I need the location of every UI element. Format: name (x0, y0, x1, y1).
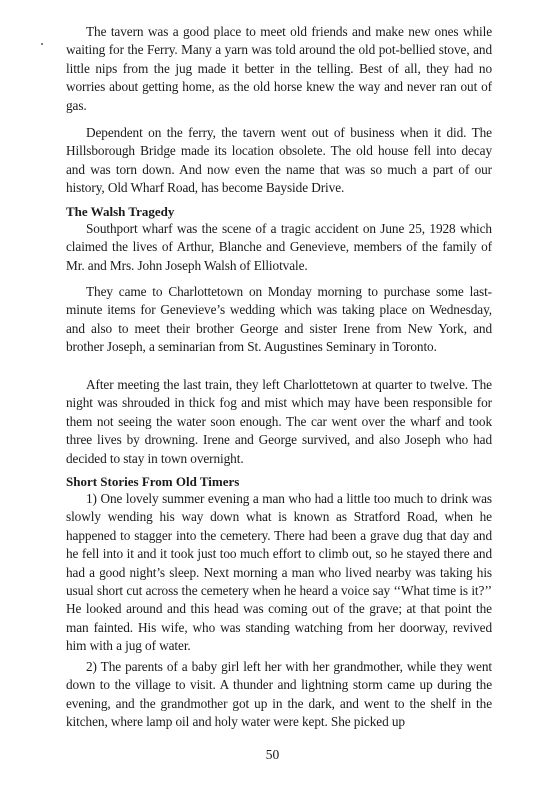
paragraph-charlottetown-visit: They came to Charlottetown on Monday morning to purchase some last-minute items for Genevieve’s wedding which was taking place on Wednesday, and also to meet their brother George and sister Irene from New York, and brother Joseph, a seminarian from St. Augustines Seminary in Toronto. (66, 284, 492, 355)
paragraph-tavern: The tavern was a good place to meet old friends and make new ones while waiting for the Ferry. Many a yarn was told around the old pot-bellied stove, and little nips from the jug made it better in the telling. Best of all, they had no worries about getting home, as the old horse knew the way and never ran out of gas. (66, 24, 492, 113)
paragraph-story-one: 1) One lovely summer evening a man who had a little too much to drink was slowly wending his way down what is known as Stratford Road, when he happened to stagger into the cemetery. There had been a grave dug that day and he fell into it and it took just too much effort to climb out, so he stayed there and had a good night’s sleep. Next morning a man who lived nearby was taking his usual short cut across the cemetery when he heard a voice say ‘‘What time is it?’’ He looked around and this head was coming out of the grave; at that point the man fainted. His wife, who was standing watching from her doorway, revived him with a jug of water. (66, 491, 492, 654)
page-number: 50 (265, 747, 280, 762)
heading-walsh-tragedy: The Walsh Tragedy (66, 204, 175, 219)
paragraph-story-two: 2) The parents of a baby girl left her with her grandmother, while they went down to the village to visit. A thunder and lightning storm came up during the evening, and the grandmother got up in the dark, and went to the shelf in the kitchen, where lamp oil and holy water were kept. She picked up (66, 659, 492, 730)
paragraph-southport-wharf: Southport wharf was the scene of a tragic accident on June 25, 1928 which claimed the lives of Arthur, Blanche and Genevieve, members of the family of Mr. and Mrs. John Joseph Walsh of Elliotvale. (66, 221, 492, 273)
paragraph-ferry: Dependent on the ferry, the tavern went out of business when it did. The Hillsborough Bridge made its location obsolete. The old house fell into decay and was torn down. And now even the name that was so much a part of our history, Old Wharf Road, has become Bayside Drive. (66, 125, 492, 196)
paragraph-last-train: After meeting the last train, they left Charlottetown at quarter to twelve. The night was shrouded in thick fog and mist which may have been responsible for them not seeing the water soon enough. The car went over the wharf and took three lives by drowning. Irene and George survived, and also Joseph who had decided to stay in town overnight. (66, 377, 492, 466)
heading-short-stories: Short Stories From Old Timers (66, 474, 240, 489)
page-speck (41, 43, 43, 45)
